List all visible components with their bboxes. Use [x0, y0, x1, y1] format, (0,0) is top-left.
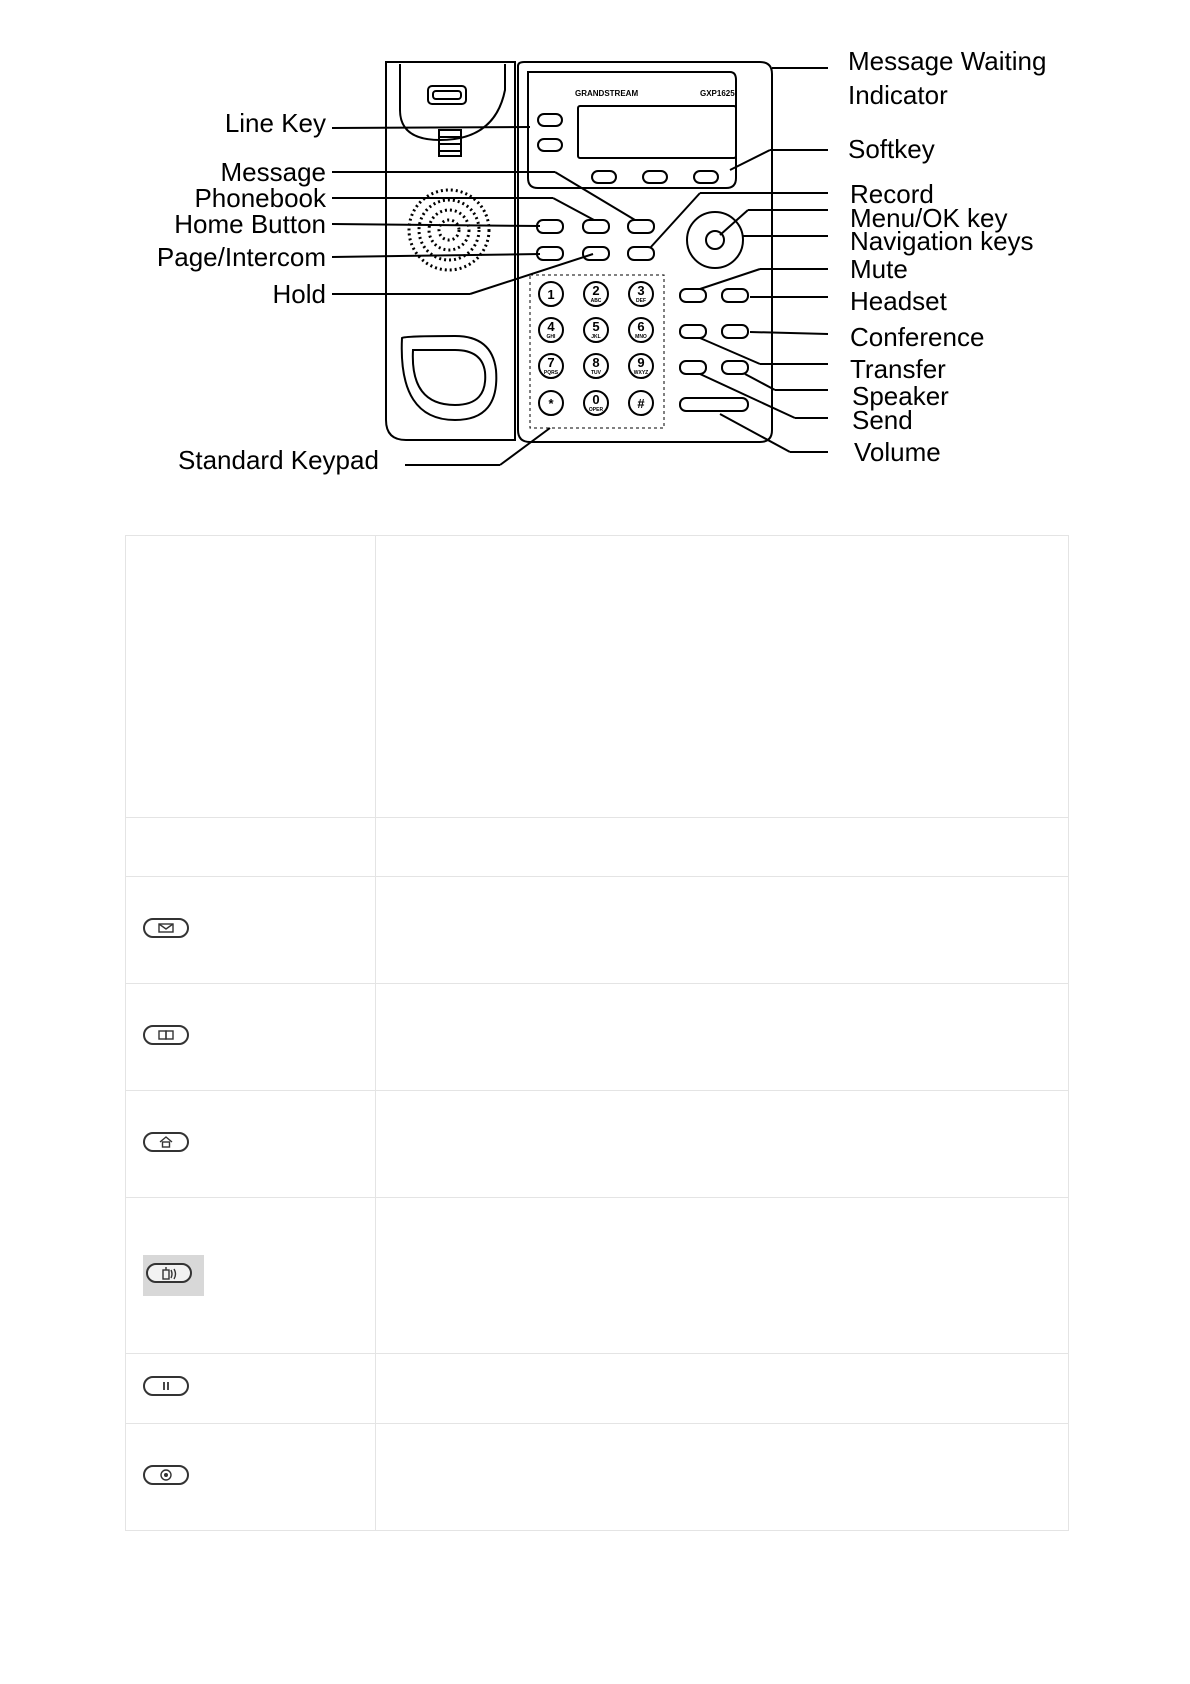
- keypad-digit: 3: [637, 283, 645, 298]
- label-mwi-line1: Message Waiting: [848, 46, 1047, 76]
- keypad-digit: 2: [592, 283, 600, 298]
- label-phonebook: Phonebook: [194, 183, 326, 213]
- icon-cell: [126, 1198, 376, 1354]
- description-cell: [376, 1091, 1069, 1198]
- table-row: [126, 1424, 1069, 1531]
- table-row: [126, 1091, 1069, 1198]
- button-description-table: [125, 535, 1069, 1531]
- label-send: Send: [852, 405, 913, 435]
- description-cell: [376, 1354, 1069, 1424]
- keypad-digit: #: [637, 396, 645, 411]
- keypad-letters: OPER: [588, 407, 604, 413]
- icon-cell: [126, 1091, 376, 1198]
- keypad-letters: TUV: [591, 370, 601, 376]
- keypad-letters: DEF: [636, 298, 646, 304]
- label-transfer: Transfer: [850, 354, 946, 384]
- description-cell: [376, 877, 1069, 984]
- description-cell: [376, 818, 1069, 877]
- keypad-digit: 5: [592, 319, 600, 334]
- keypad-digit: 1: [547, 287, 555, 302]
- icon-cell: [126, 984, 376, 1091]
- table-row: [126, 984, 1069, 1091]
- keypad-digit: 0: [592, 392, 600, 407]
- label-softkey: Softkey: [848, 134, 935, 164]
- table-row: [126, 818, 1069, 877]
- hold-icon: [143, 1376, 189, 1396]
- label-line-key: Line Key: [224, 108, 326, 138]
- keypad-digit: 9: [637, 355, 645, 370]
- label-speaker: Speaker: [852, 381, 949, 411]
- brand-text: GRANDSTREAM: [575, 89, 639, 98]
- label-menu-ok: Menu/OK key: [850, 203, 1008, 233]
- keypad-digit: 7: [547, 355, 555, 370]
- label-record: Record: [850, 179, 934, 209]
- phonebook-icon: [143, 1025, 189, 1045]
- keypad-letters: GHI: [546, 334, 556, 340]
- label-home-button: Home Button: [174, 209, 326, 239]
- record-icon: [143, 1465, 189, 1485]
- keypad-letters: PQRS: [543, 370, 559, 376]
- label-conference: Conference: [850, 322, 985, 352]
- label-navigation: Navigation keys: [850, 226, 1034, 256]
- table-row: [126, 877, 1069, 984]
- keypad-digit: 8: [592, 355, 600, 370]
- label-message: Message: [220, 157, 326, 187]
- intercom-icon: [146, 1263, 192, 1283]
- description-cell: [376, 984, 1069, 1091]
- description-cell: [376, 536, 1069, 818]
- keypad-digit: 6: [637, 319, 645, 334]
- keypad-letters: JKL: [591, 334, 601, 340]
- keypad-letters: WXYZ: [633, 370, 649, 376]
- label-mwi-line2: Indicator: [848, 80, 948, 110]
- table-row: [126, 1198, 1069, 1354]
- label-hold: Hold: [272, 279, 326, 309]
- label-page-intercom: Page/Intercom: [156, 242, 326, 272]
- intercom-icon-highlight: [143, 1255, 204, 1296]
- label-headset: Headset: [850, 286, 947, 316]
- icon-cell: [126, 1424, 376, 1531]
- icon-cell: [126, 1354, 376, 1424]
- keypad-digit: 4: [547, 319, 555, 334]
- icon-cell: [126, 536, 376, 818]
- description-cell: [376, 1198, 1069, 1354]
- icon-cell: [126, 877, 376, 984]
- label-volume: Volume: [854, 437, 941, 467]
- icon-cell: [126, 818, 376, 877]
- model-text: GXP1625: [700, 89, 735, 98]
- phone-diagram: [0, 0, 1190, 500]
- table-row: [126, 1354, 1069, 1424]
- description-cell: [376, 1424, 1069, 1531]
- keypad-digit: *: [548, 396, 554, 411]
- home-icon: [143, 1132, 189, 1152]
- label-standard-keypad: Standard Keypad: [178, 445, 379, 475]
- table-row: [126, 536, 1069, 818]
- message-icon: [143, 918, 189, 938]
- keypad-letters: ABC: [590, 298, 602, 304]
- keypad-letters: MNO: [635, 334, 647, 340]
- label-mute: Mute: [850, 254, 908, 284]
